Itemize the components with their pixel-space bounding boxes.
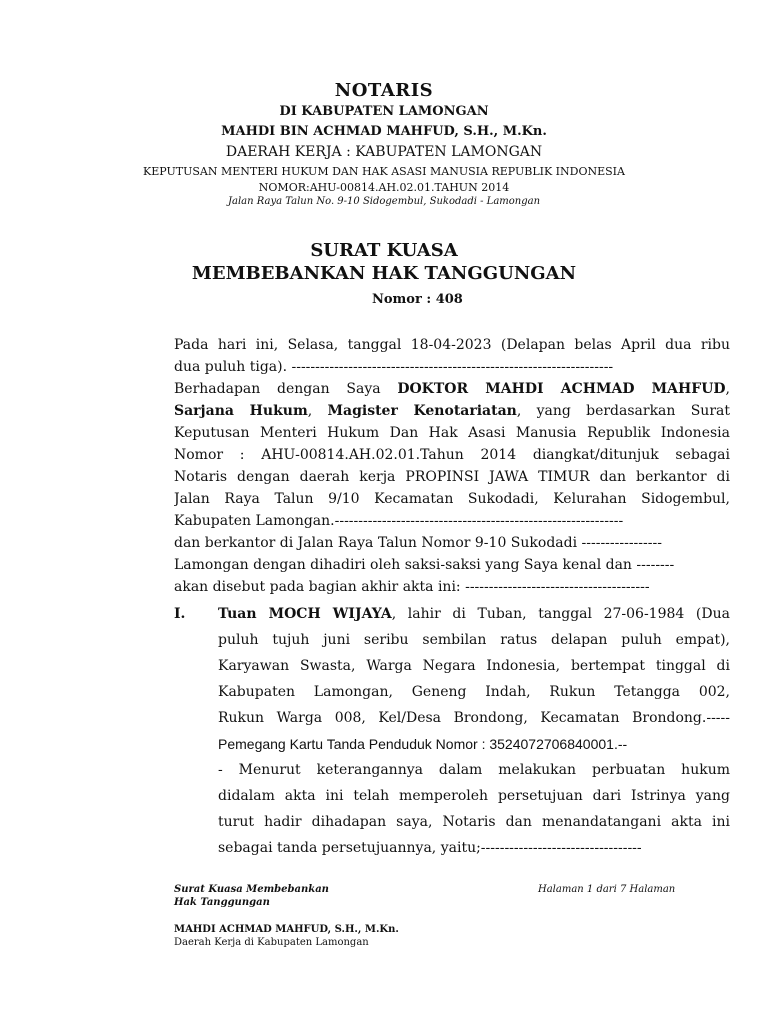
document-number: [372, 292, 463, 307]
header-daerah-kerja: DAERAH KERJA : KABUPATEN LAMONGAN: [225, 144, 543, 160]
party-line: Karyawan Swasta, Warga Negara Indonesia, bertempat tinggal di: [218, 658, 730, 674]
party-line: Rukun Warga 008, Kel/Desa Brondong, Kecamatan Brondong.-----: [218, 710, 730, 726]
paragraph-line: Notaris dengan daerah kerja PROPINSI JAWA TIMUR dan berkantor di: [174, 469, 730, 485]
party-line: puluh tujuh juni seribu sembilan ratus delapan puluh empat),: [218, 632, 730, 648]
notary-full-name: DOKTOR MAHDI ACHMAD MAHFUD: [397, 381, 726, 397]
paragraph-line: Kabupaten Lamongan.-------------------------------------------------------------: [174, 513, 624, 529]
paragraph-line: akan disebut pada bagian akhir akta ini: ---------------------------------------: [174, 579, 650, 595]
paragraph-line: dan berkantor di Jalan Raya Talun Nomor 9-10 Sukodadi -----------------: [174, 535, 662, 551]
party-line: Kabupaten Lamongan, Geneng Indah, Rukun Tetangga 002,: [218, 684, 730, 700]
party-line: turut hadir dihadapan saya, Notaris dan menandatangani akta ini: [218, 814, 730, 830]
paragraph-text: Berhadapan dengan Saya: [174, 381, 398, 397]
document-title-line-1: SURAT KUASA: [310, 240, 458, 261]
notary-title-sh: Sarjana Hukum: [174, 403, 308, 419]
party-id-line: Pemegang Kartu Tanda Penduduk Nomor : 3524072706840001.--: [218, 736, 628, 752]
document-number-value: 408: [435, 292, 463, 307]
footer-notary-name: MAHDI ACHMAD MAHFUD, S.H., M.Kn.: [174, 924, 399, 935]
header-keputusan-line-1: KEPUTUSAN MENTERI HUKUM DAN HAK ASASI MANUSIA REPUBLIK INDONESIA: [143, 165, 625, 178]
party-line: sebagai tanda persetujuannya, yaitu;----------------------------------: [218, 840, 642, 856]
paragraph-line: Jalan Raya Talun 9/10 Kecamatan Sukodadi, Kelurahan Sidogembul,: [174, 491, 730, 507]
party-name: Tuan MOCH WIJAYA: [218, 606, 392, 622]
footer-page-number: Halaman 1 dari 7 Halaman: [538, 884, 676, 895]
footer-doc-name-2: Hak Tanggungan: [174, 897, 270, 908]
paragraph-line: [174, 378, 730, 400]
header-notary-name: MAHDI BIN ACHMAD MAHFUD, S.H., M.Kn.: [221, 124, 547, 139]
header-kabupaten: DI KABUPATEN LAMONGAN: [279, 104, 489, 119]
paragraph-text: , yang berdasarkan Surat: [516, 403, 730, 419]
paragraph-line: dua puluh tiga). --------------------------------------------------------------------: [174, 359, 614, 375]
paragraph-line: Pada hari ini, Selasa, tanggal 18-04-2023 (Delapan belas April dua ribu: [174, 337, 730, 353]
paragraph-line: Nomor : AHU-00814.AH.02.01.Tahun 2014 diangkat/ditunjuk sebagai: [174, 447, 730, 463]
paragraph-line: Lamongan dengan dihadiri oleh saksi-saksi yang Saya kenal dan --------: [174, 557, 675, 573]
paragraph-line: Keputusan Menteri Hukum Dan Hak Asasi Manusia Republik Indonesia: [174, 425, 730, 441]
paragraph-text: ,: [307, 403, 328, 419]
party-text: , lahir di Tuban, tanggal 27-06-1984 (Dua: [391, 606, 730, 622]
document-number-label: Nomor :: [372, 292, 436, 307]
party-numeral: I.: [174, 606, 186, 622]
paragraph-line: [174, 400, 730, 422]
party-line: - Menurut keterangannya dalam melakukan perbuatan hukum: [218, 762, 730, 778]
party-line: [218, 602, 730, 626]
document-title-line-2: MEMBEBANKAN HAK TANGGUNGAN: [191, 263, 577, 284]
footer-doc-name-1: Surat Kuasa Membebankan: [174, 884, 329, 895]
header-keputusan-line-2: NOMOR:AHU-00814.AH.02.01.TAHUN 2014: [258, 181, 510, 194]
header-address: Jalan Raya Talun No. 9-10 Sidogembul, Sukodadi - Lamongan: [227, 196, 541, 207]
party-line: didalam akta ini telah memperoleh persetujuan dari Istrinya yang: [218, 788, 730, 804]
header-title: NOTARIS: [334, 80, 434, 101]
notary-title-mkn: Magister Kenotariatan: [327, 403, 517, 419]
footer-working-area: Daerah Kerja di Kabupaten Lamongan: [174, 937, 369, 948]
paragraph-text: ,: [725, 381, 730, 397]
